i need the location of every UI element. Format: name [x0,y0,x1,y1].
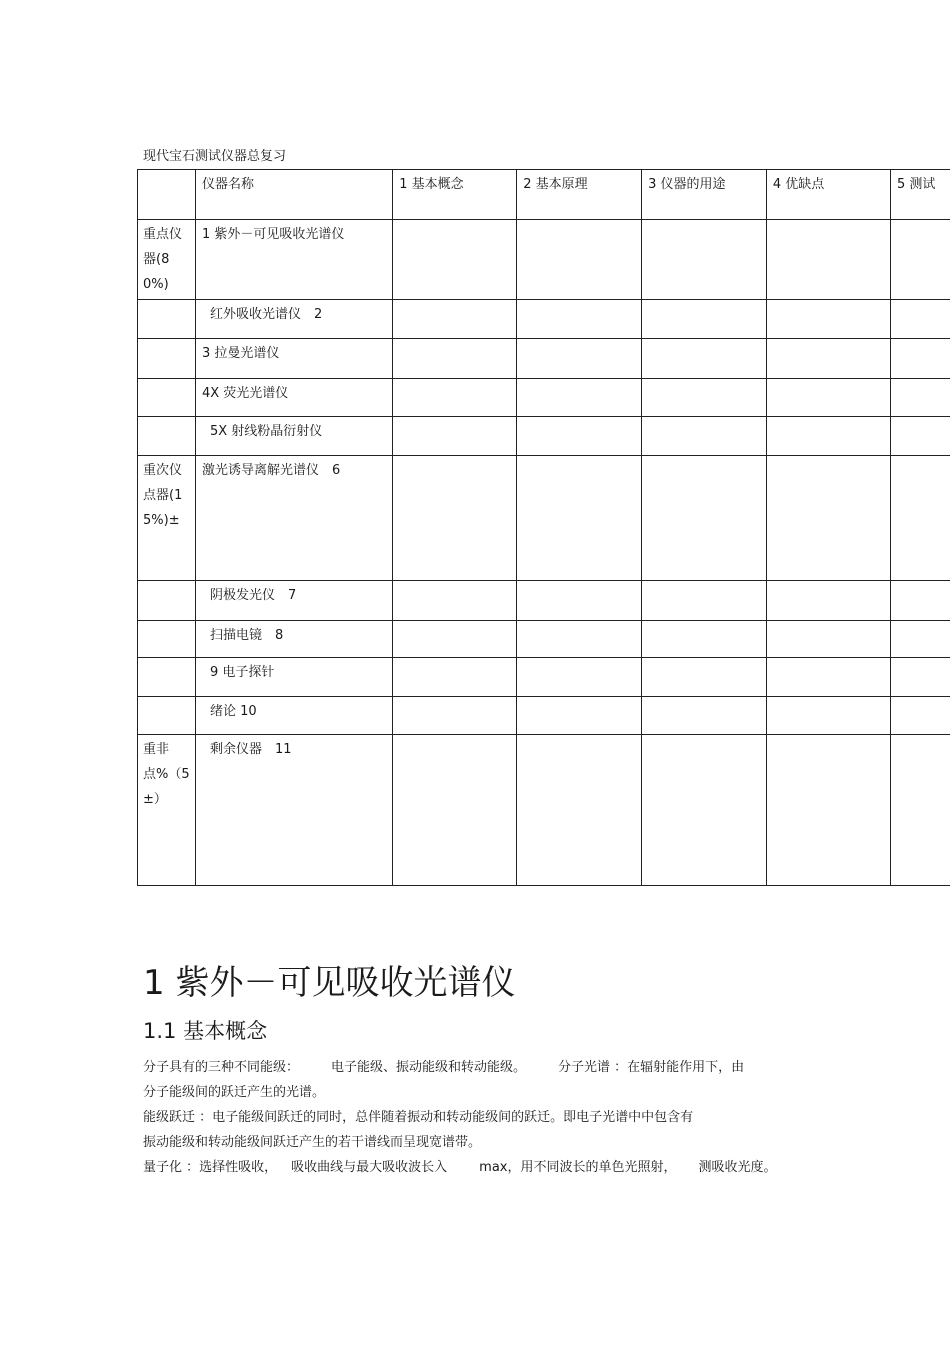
text-segment: 分子光谱 ：在辐射能作用下，由 [558,1060,745,1075]
document-title: 现代宝石测试仪器总复习 [143,149,287,164]
table-row [138,300,950,339]
subsection-heading: 1.1 基本概念 [143,1019,268,1043]
instrument-name-cell: 剩余仪器 11 [195,735,392,886]
instrument-name-cell: 5X 射线粉晶衍射仪 [195,417,392,456]
instrument-name-cell: 3 拉曼光谱仪 [195,339,392,379]
category-cell [138,339,196,379]
paragraph-line: 分子能级间的跃迁产生的光谱。 [143,1085,326,1100]
category-cell [138,697,196,735]
instrument-name-cell: 激光诱导离解光谱仪 6 [195,456,392,581]
text-segment: 测吸收光度。 [698,1160,777,1175]
table-row [138,658,950,697]
text-segment: 分子具有的三种不同能级： [143,1060,300,1075]
category-cell: 重次仪点器(15%)± [138,456,196,581]
paragraph-line [143,1055,943,1080]
table-row [138,456,950,581]
text-segment: 量子化 ：选择性吸收， [143,1160,278,1175]
category-cell [138,621,196,658]
text-segment: 电子能级、振动能级和转动能级。 [331,1060,527,1075]
category-cell [138,581,196,621]
table-row [138,697,950,735]
table-row [138,581,950,621]
paragraph-line [143,1155,943,1180]
table-row [138,220,950,300]
table-row [138,735,950,886]
table-row [138,417,950,456]
instrument-name-cell: 绪论 10 [195,697,392,735]
instrument-name-cell: 4X 荧光光谱仪 [195,379,392,417]
section-heading: 1 紫外－可见吸收光谱仪 [143,963,516,1003]
table-row [138,379,950,417]
instrument-name-cell: 红外吸收光谱仪 2 [195,300,392,339]
category-cell: 重非点%（5±） [138,735,196,886]
instrument-name-cell: 扫描电镜 8 [195,621,392,658]
paragraph-line: 能级跃迁 ：电子能级间跃迁的同时，总伴随着振动和转动能级间的跃迁。即电子光谱中中包含有 [143,1110,694,1125]
instrument-review-table [137,169,950,886]
header-testing: 5 测试 [891,170,950,220]
category-cell [138,300,196,339]
table-row [138,621,950,658]
header-basic-concept: 1 基本概念 [393,170,517,220]
header-basic-principle: 2 基本原理 [517,170,642,220]
text-segment: 吸收曲线与最大吸收波长入 [291,1160,448,1175]
instrument-name-cell: 阴极发光仪 7 [195,581,392,621]
table-header-row [138,170,950,220]
table-row [138,339,950,379]
body-text [143,1055,943,1180]
header-pros-cons: 4 优缺点 [766,170,890,220]
paragraph-line: 振动能级和转动能级间跃迁产生的若干谱线而呈现宽谱带。 [143,1135,482,1150]
text-segment: max，用不同波长的单色光照射， [479,1160,677,1175]
category-cell [138,658,196,697]
instrument-name-cell: 9 电子探针 [195,658,392,697]
header-instrument-name: 仪器名称 [195,170,392,220]
header-cell-blank [138,170,196,220]
instrument-name-cell: 1 紫外－可见吸收光谱仪 [195,220,392,300]
category-cell [138,417,196,456]
category-cell [138,379,196,417]
category-cell: 重点仪器(80%) [138,220,196,300]
header-instrument-use: 3 仪器的用途 [642,170,767,220]
